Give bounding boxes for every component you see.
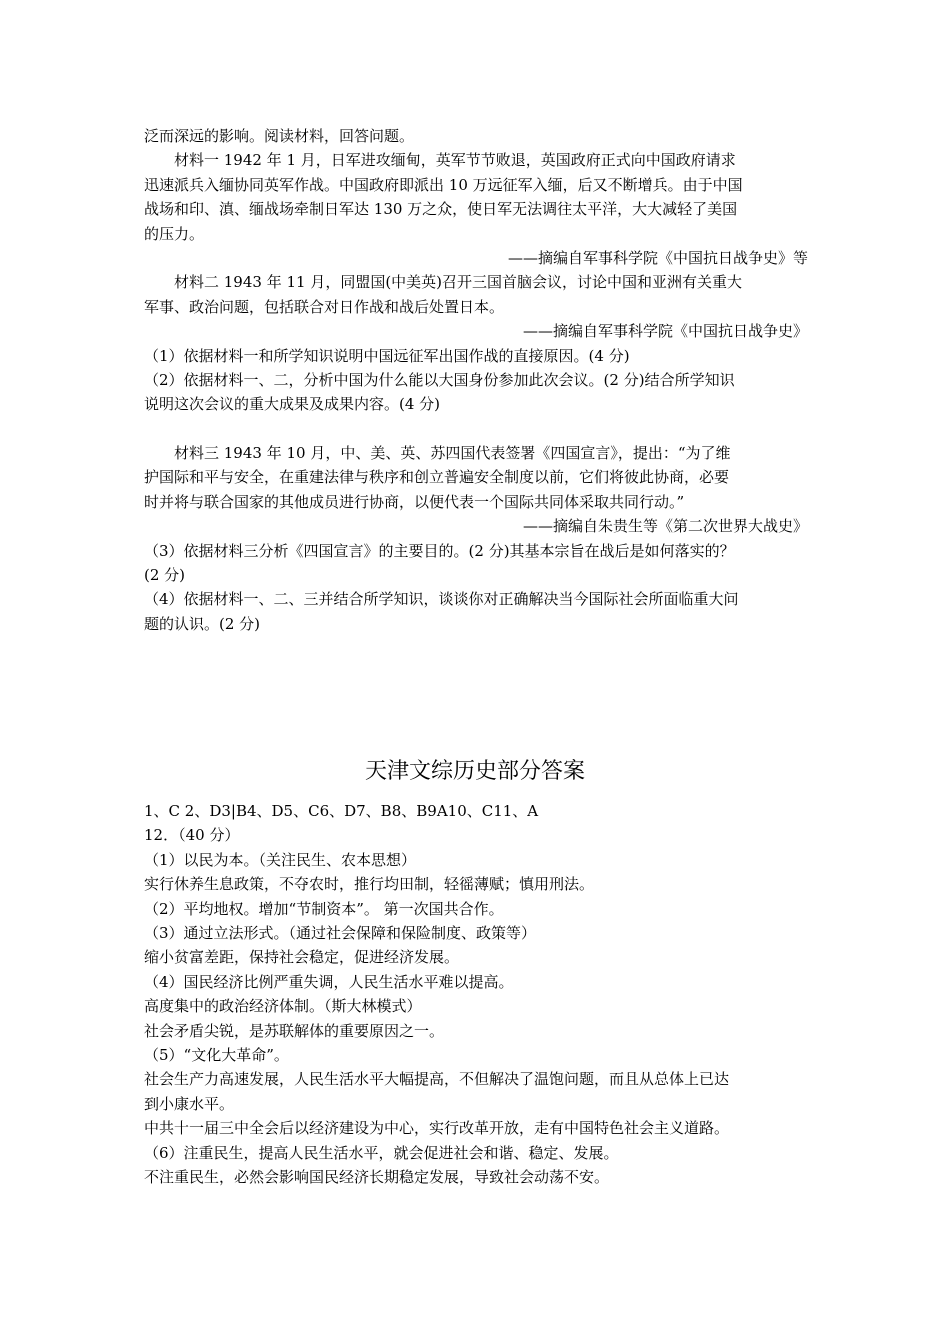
material-three-source: ——摘编自朱贵生等《第二次世界大战史》 (522, 517, 808, 536)
answer-title: 天津文综历史部分答案 (364, 759, 585, 784)
question-four-line: （4）依据材料一、二、三并结合所学知识，谈谈你对正确解决当今国际社会所面临重大问 (144, 590, 739, 609)
answer-line: 不注重民生，必然会影响国民经济长期稳定发展，导致社会动荡不安。 (144, 1168, 610, 1187)
material-two-line: 军事、政治问题，包括联合对日作战和战后处置日本。 (144, 297, 505, 316)
material-one-line: 迅速派兵入缅协同英军作战。中国政府即派出 10 万远征军入缅，后又不断增兵。由于中国 (144, 175, 743, 194)
answer-line: （5）“文化大革命”。 (144, 1046, 289, 1065)
answer-line: 缩小贫富差距，保持社会稳定，促进经济发展。 (144, 948, 460, 967)
material-one-line: 材料一 1942 年 1 月，日军进攻缅甸，英军节节败退，英国政府正式向中国政府请求 (174, 151, 736, 170)
material-one-source: ——摘编自军事科学院《中国抗日战争史》等 (507, 249, 808, 268)
question-three-line: (2 分) (144, 565, 186, 584)
question-three-line: （3）依据材料三分析《四国宣言》的主要目的。(2 分)其基本宗旨在战后是如何落实的？ (144, 541, 735, 560)
answer-line: （2）平均地权。增加“节制资本”。 第一次国共合作。 (144, 899, 504, 918)
answer-line: 到小康水平。 (144, 1094, 235, 1113)
answer-line: 高度集中的政治经济体制。（斯大林模式） (144, 997, 422, 1016)
question-one: （1）依据材料一和所学知识说明中国远征军出国作战的直接原因。(4 分) (144, 346, 630, 365)
answer-line: （4）国民经济比例严重失调，人民生活水平难以提高。 (144, 972, 514, 991)
answer-line: 社会矛盾尖锐，是苏联解体的重要原因之一。 (144, 1021, 445, 1040)
question-two-line: 说明这次会议的重大成果及成果内容。(4 分) (144, 395, 441, 414)
answer-line: 实行休养生息政策，不夺农时，推行均田制，轻徭薄赋；慎用刑法。 (144, 875, 595, 894)
material-three-line: 材料三 1943 年 10 月，中、美、英、苏四国代表签署《四国宣言》，提出：“为了维 (174, 443, 731, 462)
blank-line (144, 417, 808, 441)
answer-line: （6）注重民生，提高人民生活水平，就会促进社会和谐、稳定、发展。 (144, 1143, 619, 1162)
material-three-line: 护国际和平与安全，在重建法律与秩序和创立普遍安全制度以前，它们将彼此协商，必要 (144, 468, 730, 487)
question-two-line: （2）依据材料一、二，分析中国为什么能以大国身份参加此次会议。(2 分)结合所学知识 (144, 371, 735, 390)
material-two-source: ——摘编自军事科学院《中国抗日战争史》 (522, 322, 808, 341)
answer-line: 中共十一届三中全会后以经济建设为中心，实行改革开放，走有中国特色社会主义道路。 (144, 1119, 730, 1138)
material-three-line: 时并将与联合国家的其他成员进行协商，以便代表一个国际共同体采取共同行动。” (144, 492, 685, 511)
material-one-line: 战场和印、滇、缅战场牵制日军达 130 万之众，使日军无法调往太平洋，大大减轻了美国 (144, 200, 738, 219)
material-two-line: 材料二 1943 年 11 月，同盟国(中美英)召开三国首脑会议，讨论中国和亚洲有关重大 (174, 273, 743, 292)
answer-line: 1、C 2、D3|B4、D5、C6、D7、B8、B9A10、C11、A (144, 802, 539, 820)
question-section (144, 124, 808, 636)
intro-text: 泛而深远的影响。阅读材料，回答问题。 (144, 127, 415, 145)
question-four-line: 题的认识。(2 分) (144, 614, 261, 633)
answer-line: （3）通过立法形式。（通过社会保障和保险制度、政策等） (144, 924, 537, 943)
answer-line: 社会生产力高速发展，人民生活水平大幅提高，不但解决了温饱问题，而且从总体上已达 (144, 1070, 730, 1089)
answer-line: （1）以民为本。（关注民生、农本思想） (144, 850, 417, 869)
material-one-line: 的压力。 (144, 224, 205, 243)
answer-line: 12．（40 分） (144, 826, 240, 845)
answer-section (144, 799, 808, 1190)
